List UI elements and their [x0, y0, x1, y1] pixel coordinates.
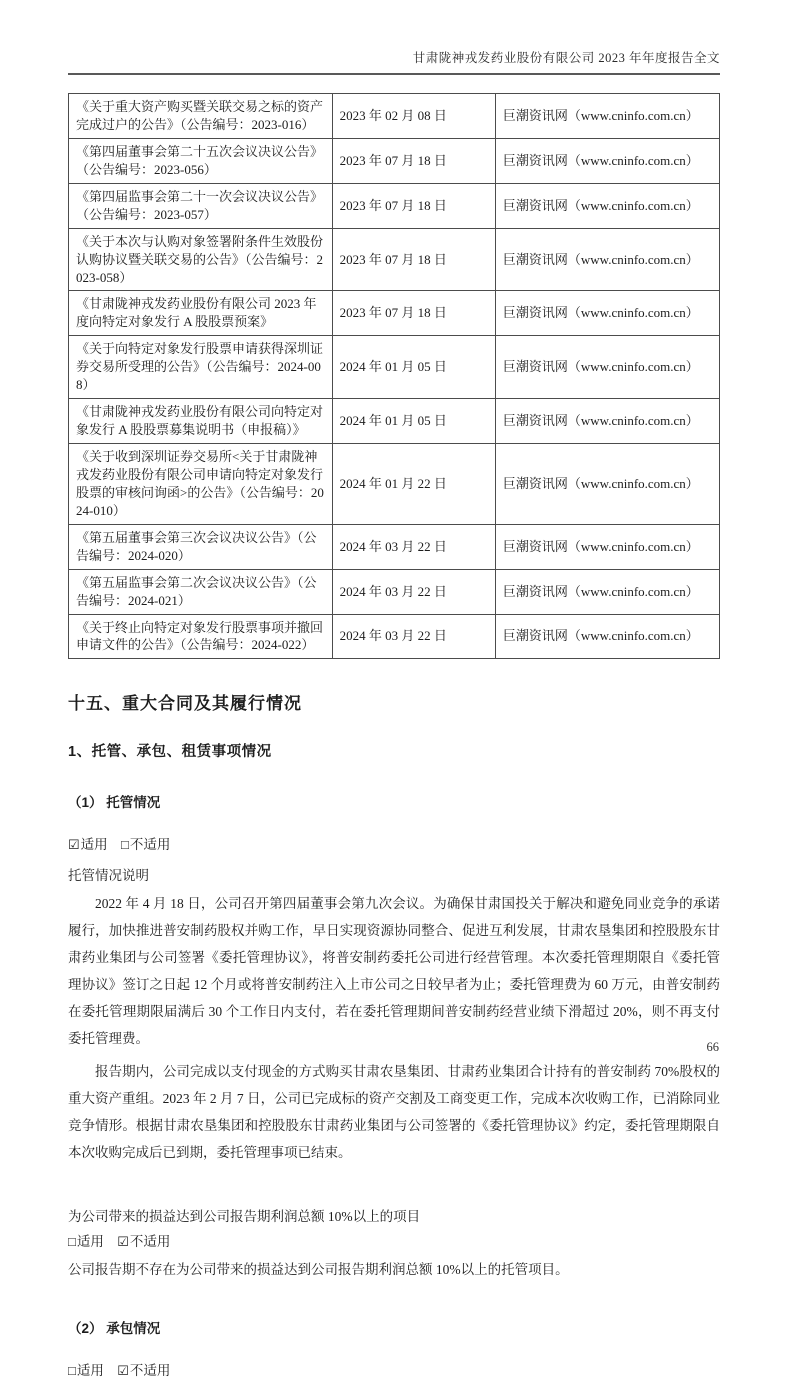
announcement-media: 巨潮资讯网（www.cninfo.com.cn） [495, 336, 719, 399]
applicable-option [68, 837, 108, 852]
announcement-media: 巨潮资讯网（www.cninfo.com.cn） [495, 614, 719, 659]
tuoguan-paragraph-2: 报告期内，公司完成以支付现金的方式购买甘肃农垦集团、甘肃药业集团合计持有的普安制药 70%股权的重大资产重组。2023 年 2 月 7 日，公司已完成标的资产交割及工商变更工作，完成本次收购工作，已消除同业竞争情形。根据甘肃农垦集团和控股股东甘肃药业集团与公司签署的《委托管理协议》约定，委托管理期限自本次收购完成后已到期，委托管理事项已结束。 [68, 1064, 720, 1161]
not-applicable-option [117, 1363, 170, 1378]
announcement-media: 巨潮资讯网（www.cninfo.com.cn） [495, 524, 719, 569]
tuoguan-note-label: 托管情况说明 [68, 868, 149, 884]
applicable-option [68, 1363, 104, 1378]
not-applicable-checkbox-icon: ☑ [117, 1363, 129, 1379]
applicable-label: 适用 [76, 1363, 104, 1379]
page-header [68, 0, 720, 75]
announcement-media: 巨潮资讯网（www.cninfo.com.cn） [495, 291, 719, 336]
table-row [69, 524, 720, 569]
subsection-title: 1、托管、承包、租赁事项情况 [68, 744, 272, 761]
applicable-checkbox-icon: □ [68, 1363, 76, 1379]
applicable-label: 适用 [80, 837, 108, 853]
announcement-title: 《关于向特定对象发行股票申请获得深圳证券交易所受理的公告》（公告编号：2024-008） [69, 336, 333, 399]
table-row [69, 228, 720, 291]
announcement-title: 《关于本次与认购对象签署附条件生效股份认购协议暨关联交易的公告》（公告编号：2023-058） [69, 228, 333, 291]
announcement-date: 2024 年 01 月 05 日 [332, 399, 495, 444]
applicable-checkbox-icon: ☑ [68, 837, 80, 853]
not-applicable-checkbox-icon: □ [121, 837, 129, 853]
section-title: 十五、重大合同及其履行情况 [68, 694, 302, 714]
applicable-label: 适用 [76, 1234, 104, 1250]
announcement-title: 《关于终止向特定对象发行股票事项并撤回申请文件的公告》（公告编号：2024-022） [69, 614, 333, 659]
applicable-checkbox-icon: □ [68, 1234, 76, 1250]
table-row [69, 94, 720, 139]
announcement-media: 巨潮资讯网（www.cninfo.com.cn） [495, 183, 719, 228]
announcement-media: 巨潮资讯网（www.cninfo.com.cn） [495, 228, 719, 291]
announcement-title: 《第四届董事会第二十五次会议决议公告》（公告编号：2023-056） [69, 138, 333, 183]
announcement-date: 2023 年 07 月 18 日 [332, 228, 495, 291]
announcement-date: 2024 年 01 月 22 日 [332, 444, 495, 525]
table-row [69, 138, 720, 183]
not-applicable-label: 不适用 [129, 837, 171, 853]
announcement-date: 2024 年 03 月 22 日 [332, 614, 495, 659]
table-row [69, 569, 720, 614]
profit-item-label: 为公司带来的损益达到公司报告期利润总额 10%以上的项目 [68, 1209, 421, 1225]
table-row [69, 399, 720, 444]
table-row [69, 614, 720, 659]
announcement-title: 《甘肃陇神戎发药业股份有限公司 2023 年度向特定对象发行 A 股股票预案》 [69, 291, 333, 336]
chengbao-heading: （2） 承包情况 [68, 1321, 161, 1337]
announcement-date: 2024 年 03 月 22 日 [332, 569, 495, 614]
tuoguan-paragraph-1: 2022 年 4 月 18 日，公司召开第四届董事会第九次会议。为确保甘肃国投关于解决和避免同业竞争的承诺履行，加快推进普安制药股权并购工作，早日实现资源协同整合、促进互利发展，甘肃农垦集团和控股股东甘肃药业集团与公司签署《委托管理协议》，将普安制药委托公司进行经营管理。本次委托管理期限自《委托管理协议》签订之日起 12 个月或将普安制药注入上市公司之日较早者为止；委托管理费为 60 万元，由普安制药在委托管理期限届满后 30 个工作日内支付，若在委托管理期间普安制药经营业绩下滑超过 20%，则不再支付委托管理费。 [68, 896, 720, 1047]
table-row [69, 291, 720, 336]
page-number: 66 [706, 1040, 719, 1054]
announcement-media: 巨潮资讯网（www.cninfo.com.cn） [495, 569, 719, 614]
announcement-media: 巨潮资讯网（www.cninfo.com.cn） [495, 138, 719, 183]
tuoguan-heading: （1） 托管情况 [68, 795, 161, 811]
report-title: 甘肃陇神戎发药业股份有限公司 2023 年年度报告全文 [412, 51, 720, 65]
announcement-title: 《第五届董事会第三次会议决议公告》（公告编号：2024-020） [69, 524, 333, 569]
announcement-title: 《关于收到深圳证券交易所<关于甘肃陇神戎发药业股份有限公司申请向特定对象发行股票的审核问询函>的公告》（公告编号：2024-010） [69, 444, 333, 525]
announcement-date: 2023 年 07 月 18 日 [332, 291, 495, 336]
applicable-option [68, 1234, 104, 1249]
announcement-title: 《甘肃陇神戎发药业股份有限公司向特定对象发行 A 股股票募集说明书（申报稿）》 [69, 399, 333, 444]
table-row [69, 336, 720, 399]
table-row [69, 444, 720, 525]
chengbao-applicability [68, 1359, 720, 1379]
profit-note: 公司报告期不存在为公司带来的损益达到公司报告期利润总额 10%以上的托管项目。 [68, 1262, 569, 1278]
announcement-date: 2023 年 07 月 18 日 [332, 183, 495, 228]
announcement-date: 2023 年 02 月 08 日 [332, 94, 495, 139]
announcements-table [68, 93, 720, 659]
not-applicable-label: 不适用 [129, 1234, 171, 1250]
not-applicable-option [117, 1234, 170, 1249]
announcement-media: 巨潮资讯网（www.cninfo.com.cn） [495, 444, 719, 525]
announcement-title: 《第四届监事会第二十一次会议决议公告》（公告编号：2023-057） [69, 183, 333, 228]
not-applicable-option [121, 837, 170, 852]
announcement-media: 巨潮资讯网（www.cninfo.com.cn） [495, 94, 719, 139]
profit-applicability [68, 1230, 720, 1250]
announcement-date: 2023 年 07 月 18 日 [332, 138, 495, 183]
tuoguan-applicability [68, 833, 720, 853]
table-row [69, 183, 720, 228]
not-applicable-label: 不适用 [129, 1363, 171, 1379]
announcement-media: 巨潮资讯网（www.cninfo.com.cn） [495, 399, 719, 444]
announcement-title: 《关于重大资产购买暨关联交易之标的资产完成过户的公告》（公告编号：2023-016） [69, 94, 333, 139]
announcement-date: 2024 年 01 月 05 日 [332, 336, 495, 399]
announcement-title: 《第五届监事会第二次会议决议公告》（公告编号：2024-021） [69, 569, 333, 614]
announcement-date: 2024 年 03 月 22 日 [332, 524, 495, 569]
not-applicable-checkbox-icon: ☑ [117, 1234, 129, 1250]
